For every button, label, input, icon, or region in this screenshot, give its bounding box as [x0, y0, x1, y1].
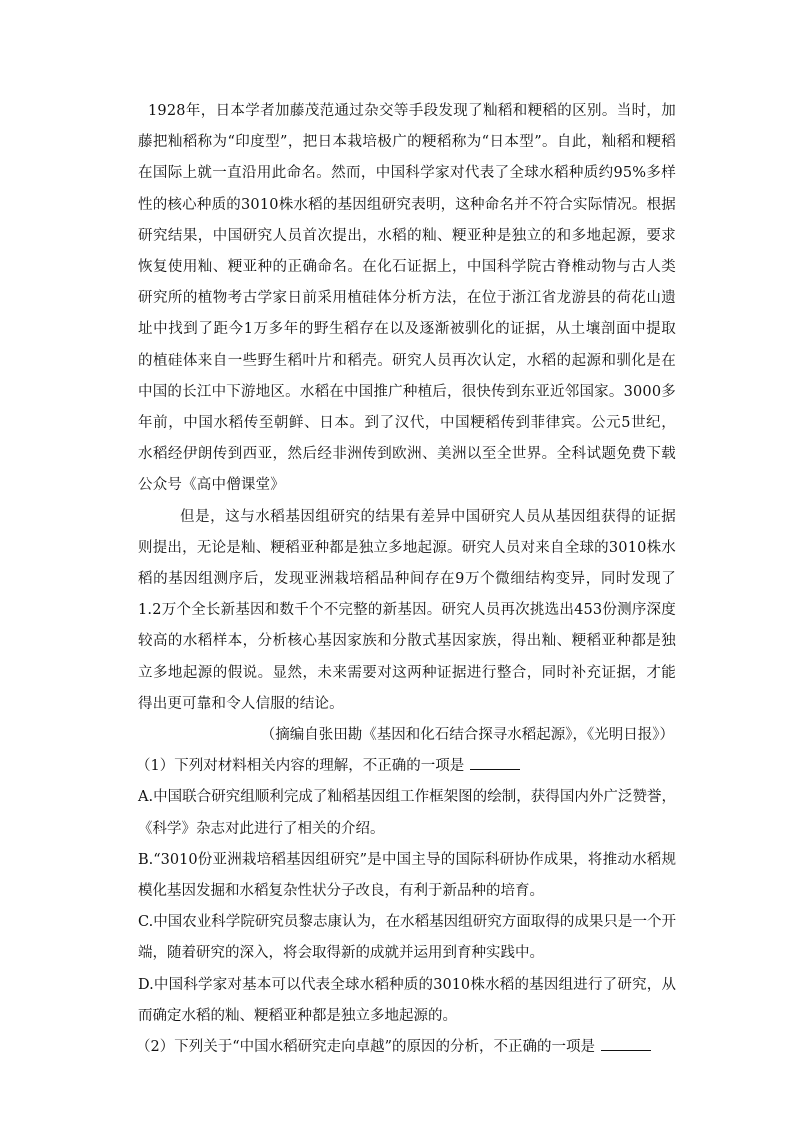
question-2-text: （2）下列关于“中国水稻研究走向卓越”的原因的分析，不正确的一项是: [136, 1039, 596, 1056]
question-1-text: （1）下列对材料相关内容的理解，不正确的一项是: [136, 758, 465, 775]
question-2-answer-blank[interactable]: [601, 1036, 651, 1051]
article-paragraph-2: 但是，这与水稻基因组研究的结果有差异中国研究人员从基因组获得的证据则提出，无论是籼、粳稻亚种都是独立多地起源。研究人员对来自全球的3010株水稻的基因组测序后，发现亚洲栽培稻品种间存在9万个微细结构变异，同时发现了1.2万个全长新基因和数千个不完整的新基因。研究人员再次挑选出453份测序深度较高的水稻样本，分析核心基因家族和分散式基因家族，得出籼、粳稻亚种都是独立多地起源的假说。显然，未来需要对这两种证据进行整合，同时补充证据，才能得出更可靠和令人信服的结论。: [138, 508, 676, 712]
question-1-stem: [136, 751, 676, 782]
question-1-answer-blank[interactable]: [470, 755, 520, 770]
question-1-option-b: B.“3010份亚洲栽培稻基因组研究”是中国主导的国际科研协作成果，将推动水稻规模化基因发掘和水稻复杂性状分子改良，有利于新品种的培育。: [138, 851, 676, 900]
question-1-option-d: D.中国科学家对基本可以代表全球水稻种质的3010株水稻的基因组进行了研究，从而确定水稻的籼、粳稻亚种都是独立多地起源的。: [138, 976, 676, 1024]
question-1-option-c: C.中国农业科学院研究员黎志康认为，在水稻基因组研究方面取得的成果只是一个开端，随着研究的深入，将会取得新的成就并运用到育种实践中。: [138, 914, 676, 962]
question-1-option-a: A.中国联合研究组顺利完成了籼稻基因组工作框架图的绘制，获得国内外广泛赞誉，《科学》杂志对此进行了相关的介绍。: [138, 789, 676, 837]
question-2-stem: [136, 1032, 676, 1063]
article-paragraph-1: 1928年，日本学者加藤茂范通过杂交等手段发现了籼稻和粳稻的区别。当时，加藤把籼稻称为“印度型”，把日本栽培极广的粳稻称为“日本型”。自此，籼稻和粳稻在国际上就一直沿用此命名。然而，中国科学家对代表了全球水稻种质约95%多样性的核心种质的3010株水稻的基因组研究表明，这种命名并不符合实际情况。根据研究结果，中国研究人员首次提出，水稻的籼、粳亚种是独立的和多地起源，要求恢复使用籼、粳亚种的正确命名。在化石证据上，中国科学院古脊椎动物与古人类研究所的植物考古学家日前采用植硅体分析方法，在位于浙江省龙游县的荷花山遗址中找到了距今1万多年的野生稻存在以及逐渐被驯化的证据，从土壤剖面中提取的植硅体来自一些野生稻叶片和稻壳。研究人员再次认定，水稻的起源和驯化是在中国的长江中下游地区。水稻在中国推广种植后，很快传到东亚近邻国家。3000多年前，中国水稻传至朝鲜、日本。到了汉代，中国粳稻传到菲律宾。公元5世纪，水稻经伊朗传到西亚，然后经非洲传到欧洲、美洲以至全世界。全科试题免费下载公众号《高中僧课堂》: [138, 103, 676, 494]
article-source: （摘编自张田勘《基因和化石结合探寻水稻起源》，《光明日报》）: [260, 727, 674, 744]
